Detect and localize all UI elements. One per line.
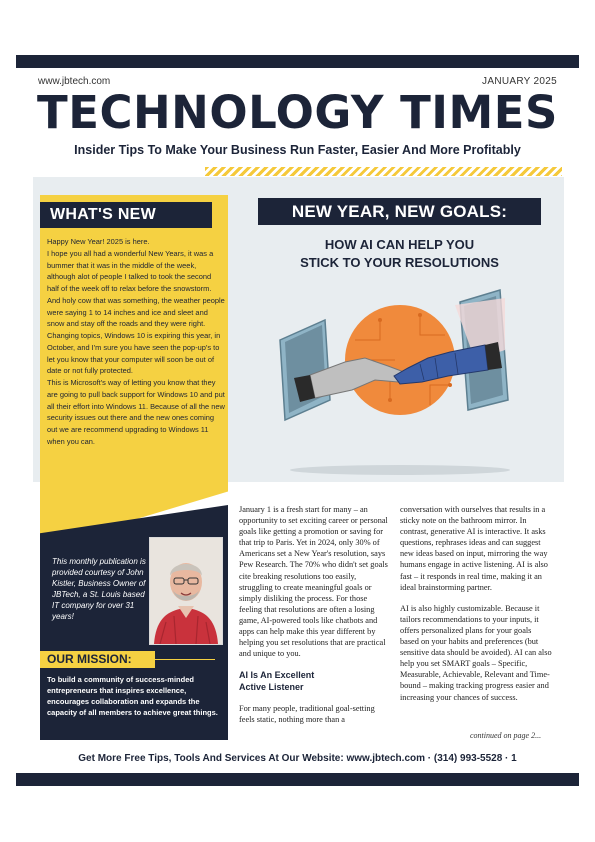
feature-headline: NEW YEAR, NEW GOALS: — [258, 198, 541, 225]
article-subheading — [239, 669, 389, 693]
masthead-title: TECHNOLOGY TIMES — [37, 86, 558, 139]
continued-note: continued on page 2... — [470, 731, 542, 740]
bottom-bar — [16, 773, 579, 786]
article-column-1 — [239, 504, 389, 736]
whats-new-paragraph: I hope you all had a wonderful New Years, it was a bummer that it was in the middle of the week, although alot of people I talked to took the second half of the week off to relax before the snowstorm. — [47, 248, 214, 293]
article-subheading-line: AI Is An Excellent — [239, 670, 315, 681]
tagline: Insider Tips To Make Your Business Run Faster, Easier And More Profitably — [74, 143, 521, 157]
header-url: www.jbtech.com — [38, 76, 111, 87]
top-bar — [16, 55, 579, 68]
mission-text: To build a community of success-minded entrepreneurs that inspires excellence, encourages collaboration and expands the capacity of all members to achieve great things. — [47, 675, 218, 717]
header-date: JANUARY 2025 — [482, 76, 557, 87]
handshake-illustration — [270, 280, 530, 475]
whats-new-paragraph: This is Microsoft's way of letting you know that they are going to pull back support for Windows 10 and put all their effort into Windows 11. Because of all the new security issues out there and the new ones coming out we are recommend upgrading to Windows 11 when you can. — [47, 378, 225, 446]
mission-title: OUR MISSION: — [40, 651, 155, 668]
article-paragraph: January 1 is a fresh start for many – an opportunity to set exciting career or personal goals like getting a promotion or saving for that trip to Paris. Yet in 2024, only 30% of Americans set a New Year's resolution, says Pew Research. The 70% who didn't set goals cite breaking resolutions too easily, struggling to create meaningful goals or simply disliking the process. For those feeling that resolutions are often a losing game, AI-powered tools like chatbots and apps can help make this year different by helping you set resolutions that are practical and unique to you. — [239, 505, 388, 659]
article-column-2 — [400, 504, 552, 713]
whats-new-paragraph: Happy New Year! 2025 is here. — [47, 237, 150, 246]
courtesy-text: This monthly publication is provided courtesy of John Kistler, Business Owner of JBTech, a St. Louis based IT company for over 31 years! — [52, 557, 146, 621]
article-subheading-line: Active Listener — [239, 682, 304, 693]
feature-subhead — [258, 236, 541, 272]
decorative-stripe — [205, 167, 562, 176]
article-paragraph: conversation with ourselves that results in a sticky note on the bathroom mirror. In contrast, generative AI is interactive. It asks questions, rephrases ideas and can suggest new ideas based on input, mirroring the way humans engage in active listening. AI is also fast – it responds in real time, making it an ideal brainstorming partner. — [400, 505, 548, 592]
mission-divider — [155, 659, 215, 660]
owner-photo — [149, 537, 223, 645]
whats-new-title: WHAT'S NEW — [40, 202, 212, 228]
footer-text: Get More Free Tips, Tools And Services At Our Website: www.jbtech.com · (314) 993-5528 · 1 — [78, 753, 517, 764]
article-paragraph: For many people, traditional goal-setting feels static, nothing more than a — [239, 704, 375, 725]
whats-new-paragraph: And holy cow that was something, the weather people were saying 1 to 14 inches and ice and sleet and snow and stay off the roads and they were right. Changing topics, Windows 10 is expiring this year, in October, and I'm sure you have seen the pop-up's to let you know that your computer will soon be out of date or not fully protected. — [47, 295, 225, 376]
feature-subhead-line: HOW AI CAN HELP YOU — [324, 237, 475, 252]
feature-subhead-line: STICK TO YOUR RESOLUTIONS — [300, 255, 499, 270]
whats-new-text — [47, 236, 225, 448]
article-paragraph: AI is also highly customizable. Because it tailors recommendations to your inputs, it offers personalized plans for your goals based on your habits and preferences (but sensitive data should be avoided). AI can also help you set SMART goals – Specific, Measurable, Achievable, Relevant and Time-bound – making tracking progress easier and increasing your chances of success. — [400, 603, 552, 702]
